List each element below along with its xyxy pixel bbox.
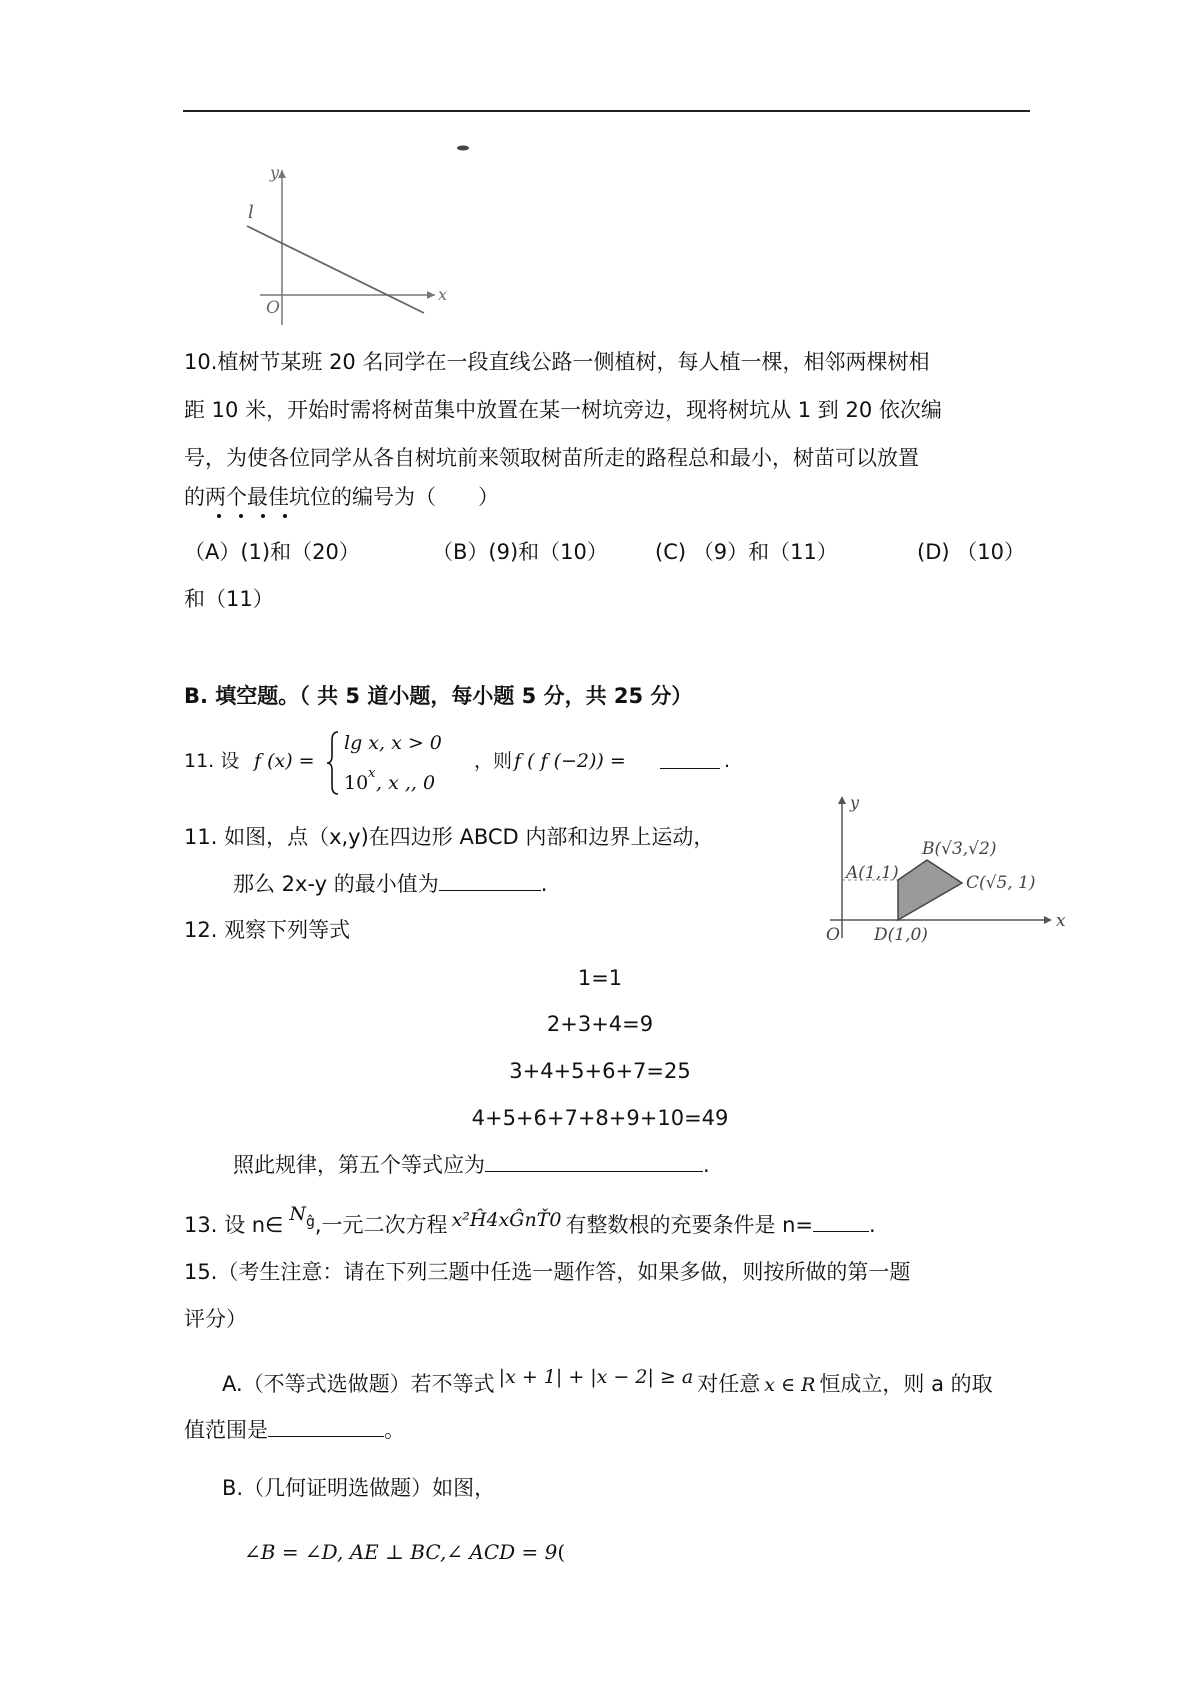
q12-equation-4: 4+5+6+7+8+9+10=49 xyxy=(471,1106,729,1130)
x-axis-label: x xyxy=(1056,911,1066,931)
q10-line-1: 10.植树节某班 20 名同学在一段直线公路一侧植树，每人植一棵，相邻两棵树相 xyxy=(184,350,930,374)
q13-garble: ĝ xyxy=(305,1214,315,1230)
q15-a-mid: 对任意 xyxy=(697,1372,761,1396)
figure-speck xyxy=(457,146,469,151)
q10-option-d: (D) （10） xyxy=(917,540,1025,564)
q11-prefix: 11. 设 xyxy=(184,750,240,772)
origin-label: O xyxy=(826,925,840,945)
q10-option-b: （B）(9)和（10） xyxy=(432,540,608,564)
q11b-line-2 xyxy=(233,872,547,897)
q15-a-line-2 xyxy=(184,1418,405,1443)
q15-a-inequality: |x + 1| + |x − 2| ≥ a xyxy=(498,1366,694,1388)
q15-a-end: 。 xyxy=(384,1418,405,1442)
q11-case-1: lg x, x > 0 xyxy=(344,732,442,754)
q12-equation-1: 1=1 xyxy=(577,966,623,990)
q11b-answer-blank[interactable] xyxy=(439,872,541,891)
q11-ffx: f ( f (−2)) = xyxy=(514,750,626,772)
q15-b-math-cut: ( xyxy=(557,1540,566,1564)
q15-a-line-2-text: 值范围是 xyxy=(184,1418,268,1442)
y-axis-label: y xyxy=(850,793,860,812)
x-axis-arrow xyxy=(1044,916,1052,924)
quad-abcd xyxy=(898,860,962,920)
emphasis-dots xyxy=(216,512,316,522)
y-axis-label: y xyxy=(270,163,280,182)
q11-case-2-rest: , x ,, 0 xyxy=(376,772,436,794)
q15-line-1: 15.（考生注意：请在下列三题中任选一题作答，如果多做，则按所做的第一题 xyxy=(184,1260,911,1284)
q13-set-n: N xyxy=(289,1203,306,1225)
q15-a-post: 恒成立，则 a 的取 xyxy=(819,1372,993,1396)
q15-a-answer-blank[interactable] xyxy=(268,1418,384,1437)
q13-end: . xyxy=(869,1213,876,1237)
q11-case-2-exp: x xyxy=(368,766,376,781)
header-rule xyxy=(183,110,1030,112)
line-label: l xyxy=(248,202,254,223)
figure-quadrilateral xyxy=(812,790,1072,950)
point-d-label: D(1,0) xyxy=(874,925,928,945)
q10-line-2: 距 10 米，开始时需将树苗集中放置在某一树坑旁边，现将树坑从 1 到 20 依次编 xyxy=(184,398,942,422)
q12-rule-end: . xyxy=(703,1153,710,1177)
q15-b-math-text: ∠B = ∠D, AE ⊥ BC,∠ ACD = 9 xyxy=(244,1540,558,1564)
q11-fx: f (x) = xyxy=(254,750,315,772)
q12-answer-blank[interactable] xyxy=(485,1153,703,1172)
q13-line xyxy=(184,1203,876,1238)
q10-line-4: 的两个最佳坑位的编号为（ ） xyxy=(184,485,499,509)
q11b-line-2-end: . xyxy=(540,872,548,896)
q10-line-3: 号，为使各位同学从各自树坑前来领取树苗所走的路程总和最小，树苗可以放置 xyxy=(184,446,919,470)
q10-option-a: （A）(1)和（20） xyxy=(184,540,360,564)
section-b-heading: B. 填空题。（ 共 5 道小题，每小题 5 分，共 25 分） xyxy=(184,684,693,708)
q11-middle: ，则 xyxy=(474,750,513,772)
x-axis-label: x xyxy=(438,285,448,304)
q11b-line-1: 11. 如图，点（x,y)在四边形 ABCD 内部和边界上运动， xyxy=(184,825,715,849)
figure-line-graph xyxy=(220,130,480,335)
q10-option-d-cont: 和（11） xyxy=(184,587,274,611)
q13-mid: ,一元二次方程 xyxy=(314,1213,448,1237)
q12-rule-text: 照此规律，第五个等式应为 xyxy=(233,1153,485,1177)
q10-option-c: (C) （9）和（11） xyxy=(655,540,838,564)
q11-case-2-base: 10 xyxy=(344,772,369,794)
q12-rule-line xyxy=(233,1153,710,1178)
point-a-label: A(1,1) xyxy=(846,863,899,883)
point-c-label: C(√5, 1) xyxy=(966,873,1036,893)
q11-answer-blank[interactable] xyxy=(660,750,720,769)
q11b-line-2-text: 那么 2x-y 的最小值为 xyxy=(233,872,439,896)
q15-b-math xyxy=(244,1540,565,1564)
q12-equation-3: 3+4+5+6+7=25 xyxy=(509,1059,691,1083)
q15-a-prefix: A.（不等式选做题）若不等式 xyxy=(222,1372,495,1396)
q12-title: 12. 观察下列等式 xyxy=(184,918,351,942)
q15-a-domain: x ∈ R xyxy=(764,1374,816,1396)
y-axis-arrow xyxy=(838,796,846,804)
q13-post: 有整数根的充要条件是 n= xyxy=(565,1213,814,1237)
q15-a-line-1 xyxy=(222,1366,993,1397)
origin-label: O xyxy=(266,298,280,318)
q11-brace xyxy=(326,730,340,796)
q13-equation: x²Ĥ4xĜnŤ0 xyxy=(451,1209,562,1231)
q13-answer-blank[interactable] xyxy=(813,1213,869,1232)
q12-equation-2: 2+3+4=9 xyxy=(546,1012,654,1036)
q13-prefix: 13. 设 n∈ xyxy=(184,1213,284,1237)
q15-b-line: B.（几何证明选做题）如图， xyxy=(222,1476,496,1500)
q11-piecewise xyxy=(184,728,744,798)
q11-end: . xyxy=(724,750,731,772)
point-b-label: B(√3,√2) xyxy=(922,839,997,859)
q15-line-2: 评分） xyxy=(184,1307,247,1331)
